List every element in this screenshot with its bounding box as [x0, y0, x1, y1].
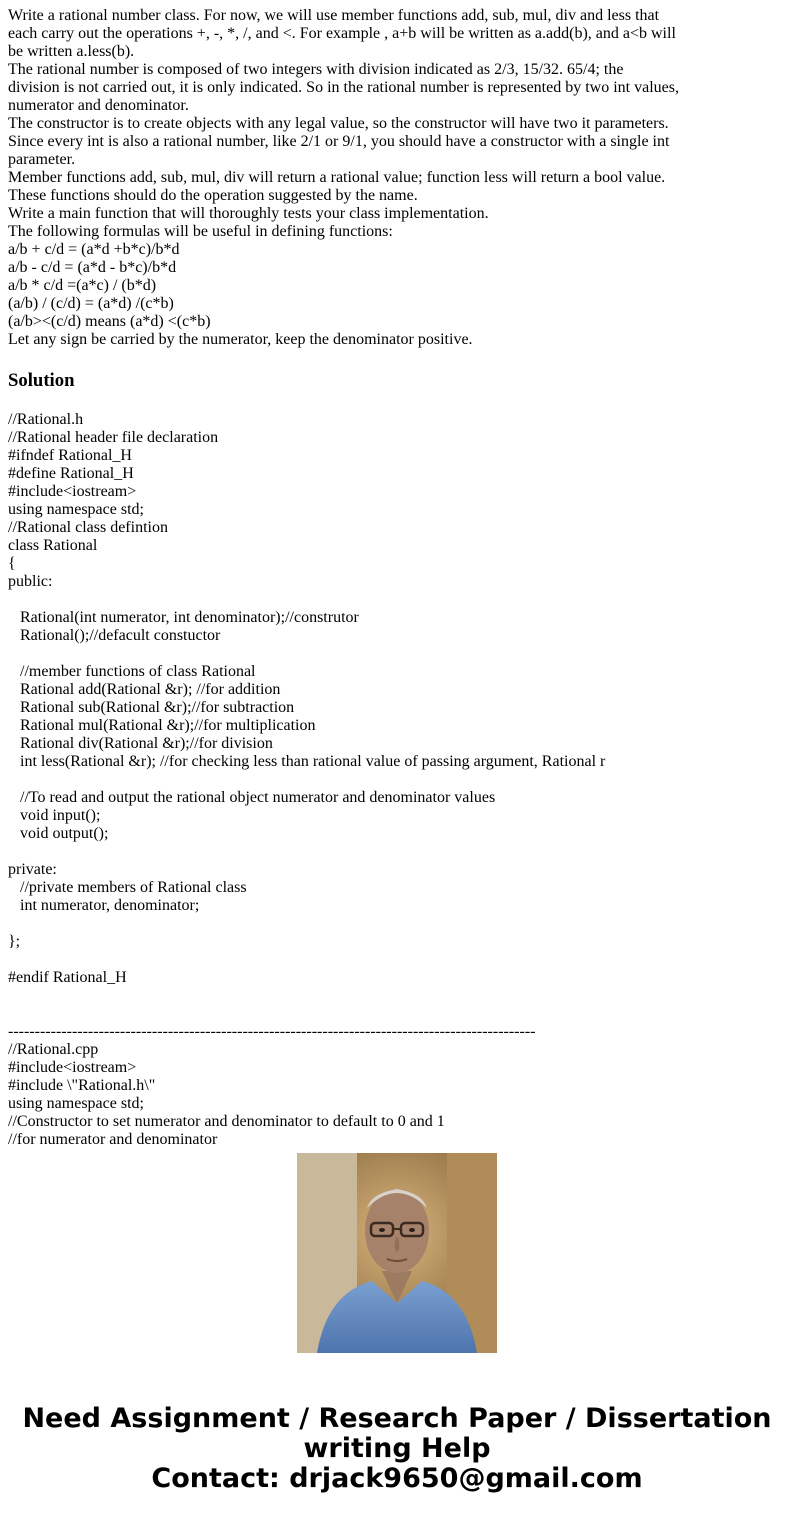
- solution-code: [8, 411, 786, 1149]
- question-line: The rational number is composed of two integers with division indicated as 2/3, 15/32. 65/4; the: [8, 61, 624, 78]
- question-line: Let any sign be carried by the numerator, keep the denominator positive.: [8, 331, 473, 348]
- code-line: Rational div(Rational &r);//for division: [8, 735, 273, 752]
- question-line: Member functions add, sub, mul, div will return a rational value; function less will return a bool value.: [8, 169, 666, 186]
- code-line: Rational add(Rational &r); //for addition: [8, 681, 281, 698]
- code-line: {: [8, 555, 16, 572]
- code-line: Rational(int numerator, int denominator);//construtor: [8, 609, 359, 626]
- code-line: #include<iostream>: [8, 483, 137, 500]
- question-line: Write a main function that will thoroughly tests your class implementation.: [8, 205, 489, 222]
- question-line: The constructor is to create objects with any legal value, so the constructor will have two it parameters.: [8, 115, 669, 132]
- code-line: [8, 987, 786, 1005]
- code-line: #include<iostream>: [8, 1059, 137, 1076]
- assignment-help-banner: [0, 1404, 794, 1494]
- code-line: //Rational.cpp: [8, 1041, 99, 1058]
- code-line: //Rational class defintion: [8, 519, 168, 536]
- question-line: division is not carried out, it is only indicated. So in the rational number is represented by two int values,: [8, 79, 679, 96]
- code-line: int numerator, denominator;: [8, 897, 200, 914]
- question-line: Since every int is also a rational number, like 2/1 or 9/1, you should have a constructor with a single int: [8, 133, 670, 150]
- code-line: [8, 591, 786, 609]
- code-line: //for numerator and denominator: [8, 1131, 218, 1148]
- code-line: #include \"Rational.h\": [8, 1077, 156, 1094]
- code-line: Rational mul(Rational &r);//for multiplication: [8, 717, 316, 734]
- question-text: [8, 7, 786, 349]
- code-line: class Rational: [8, 537, 98, 554]
- code-line: //member functions of class Rational: [8, 663, 256, 680]
- code-line: [8, 951, 786, 969]
- question-line: numerator and denominator.: [8, 97, 189, 114]
- question-line: a/b + c/d = (a*d +b*c)/b*d: [8, 241, 180, 258]
- banner-contact: Contact: drjack9650@gmail.com: [151, 1463, 643, 1494]
- code-line: void input();: [8, 807, 101, 824]
- code-line: public:: [8, 573, 53, 590]
- banner-line-2: writing Help: [303, 1433, 491, 1464]
- code-line: ---------------------------------------------------------------------------------------------------: [8, 1023, 536, 1040]
- code-line: //private members of Rational class: [8, 879, 247, 896]
- question-line: (a/b) / (c/d) = (a*d) /(c*b): [8, 295, 174, 312]
- code-line: [8, 843, 786, 861]
- code-line: #endif Rational_H: [8, 969, 127, 986]
- question-line: Write a rational number class. For now, we will use member functions add, sub, mul, div and less that: [8, 7, 660, 24]
- code-line: [8, 645, 786, 663]
- code-line: Rational sub(Rational &r);//for subtraction: [8, 699, 295, 716]
- question-line: each carry out the operations +, -, *, /, and <. For example , a+b will be written as a.add(b), and a<b will: [8, 25, 676, 42]
- question-line: These functions should do the operation suggested by the name.: [8, 187, 418, 204]
- code-line: [8, 915, 786, 933]
- code-line: int less(Rational &r); //for checking less than rational value of passing argument, Rational r: [8, 753, 606, 770]
- code-line: #ifndef Rational_H: [8, 447, 132, 464]
- code-line: };: [8, 933, 21, 950]
- banner-line-1: Need Assignment / Research Paper / Dissertation: [22, 1403, 772, 1434]
- code-line: #define Rational_H: [8, 465, 134, 482]
- question-line: parameter.: [8, 151, 76, 168]
- question-line: a/b - c/d = (a*d - b*c)/b*d: [8, 259, 177, 276]
- code-line: using namespace std;: [8, 501, 144, 518]
- code-line: [8, 1005, 786, 1023]
- author-portrait: [297, 1153, 497, 1353]
- code-line: //Rational.h: [8, 411, 84, 428]
- question-line: The following formulas will be useful in defining functions:: [8, 223, 393, 240]
- code-line: private:: [8, 861, 57, 878]
- solution-heading: Solution: [8, 370, 75, 391]
- question-line: (a/b><(c/d) means (a*d) <(c*b): [8, 313, 211, 330]
- code-line: //Constructor to set numerator and denominator to default to 0 and 1: [8, 1113, 445, 1130]
- question-line: be written a.less(b).: [8, 43, 135, 60]
- code-line: Rational();//defacult constuctor: [8, 627, 221, 644]
- code-line: //To read and output the rational object numerator and denominator values: [8, 789, 496, 806]
- code-line: void output();: [8, 825, 109, 842]
- question-line: a/b * c/d =(a*c) / (b*d): [8, 277, 157, 294]
- code-line: using namespace std;: [8, 1095, 144, 1112]
- code-line: //Rational header file declaration: [8, 429, 219, 446]
- portrait-photo: [297, 1153, 497, 1353]
- code-line: [8, 771, 786, 789]
- document-body: [8, 7, 786, 1148]
